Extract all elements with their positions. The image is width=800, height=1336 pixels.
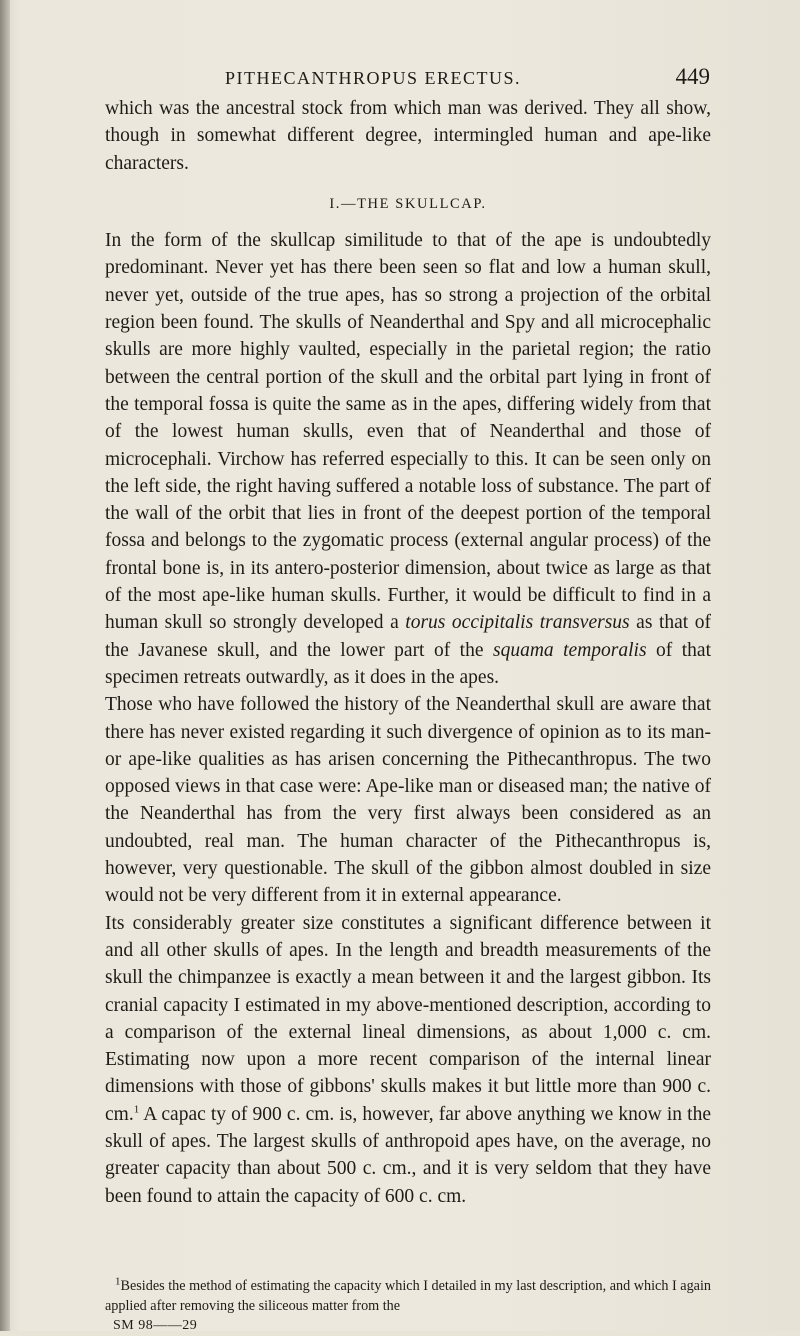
body-text [105, 95, 711, 1210]
book-spine-shadow [0, 0, 10, 1331]
paragraph-continuation: which was the ancestral stock from which man was derived. They all show, though in somewhat different degree, intermingled human and ape-like characters. [105, 98, 711, 174]
paragraph-text: A capac ty of 900 c. cm. is, however, far above anything we know in the skull of apes. The largest skulls of anthropoid apes have, on the average, no greater capacity than about 500 c. cm., and it is very seldom that they have been found to attain the capacity of 600 c. cm. [105, 1103, 711, 1207]
running-head: PITHECANTHROPUS ERECTUS. [225, 68, 522, 88]
printer-signature: SM 98——29 [113, 1318, 198, 1333]
footnote-reference[interactable]: 1 [133, 1103, 140, 1116]
page-header [225, 64, 710, 90]
paragraph-text: of that specimen retreats outwardly, as it does in the apes. [105, 639, 712, 688]
footnote-marker: 1 [115, 1275, 121, 1288]
footnote-text: Besides the method of estimating the capacity which I detailed in my last description, and which I again applied after removing the siliceous matter from the [105, 1278, 711, 1314]
paragraph-text: Its considerably greater size constitutes a significant difference between it and all other skulls of apes. In the length and breadth measurements of the skull the chimpanzee is exactly a mean between it and the largest gibbon. Its cranial capacity I estimated in my above-mentioned description, according to a comparison of the external lineal dimensions, as about 1,000 c. cm. Estimating now upon a more recent comparison of the internal linear dimensions with those of gibbons' skulls makes it but little more than 900 c. cm. [105, 912, 711, 1125]
footnotes [105, 1276, 711, 1336]
page-number: 449 [675, 64, 710, 89]
paragraph-cranial-capacity [105, 910, 711, 1210]
paragraph-skullcap-form [105, 227, 711, 691]
section-heading: I.—THE SKULLCAP. [329, 195, 487, 212]
footnote [105, 1276, 711, 1316]
paragraph-neanderthal-history: Those who have followed the history of the Neanderthal skull are aware that there has never existed regarding it such divergence of opinion as to its man- or ape-like qualities as has arisen concerning the Pithecanthropus. The two opposed views in that case were: Ape-like man or diseased man; the native of the Neanderthal has from the very first always been considered as an undoubted, real man. The human character of the Pithecanthropus is, however, very questionable. The skull of the gibbon almost doubled in size would not be very different from it in external appearance. [105, 694, 711, 907]
latin-term-torus: torus occipitalis transversus [405, 612, 630, 634]
paragraph-text: as that of the Javanese skull, and the lower part of the [105, 612, 711, 661]
paragraph-text: In the form of the skullcap similitude to that of the ape is undoubtedly predominant. Never yet has there been seen so flat and low a human skull, never yet, outside of the true apes, has so strong a projection of the orbital region been found. The skulls of Neanderthal and Spy and all microcephalic skulls are more highly vaulted, especially in the parietal region; the ratio between the central portion of the skull and the orbital part lying in front of the temporal fossa is quite the same as in the apes, differing widely from that of the lowest human skulls, even that of Neanderthal and those of microcephali. Virchow has referred especially to this. It can be seen only on the left side, the right having suffered a notable loss of substance. The part of the wall of the orbit that lies in front of the deepest portion of the temporal fossa and belongs to the zygomatic process (external angular process) of the frontal bone is, in its antero-posterior dimension, about twice as large as that of the most ape-like human skulls. Further, it would be difficult to find in a human skull so strongly developed a [105, 230, 711, 634]
latin-term-squama: squama temporalis [492, 639, 647, 661]
